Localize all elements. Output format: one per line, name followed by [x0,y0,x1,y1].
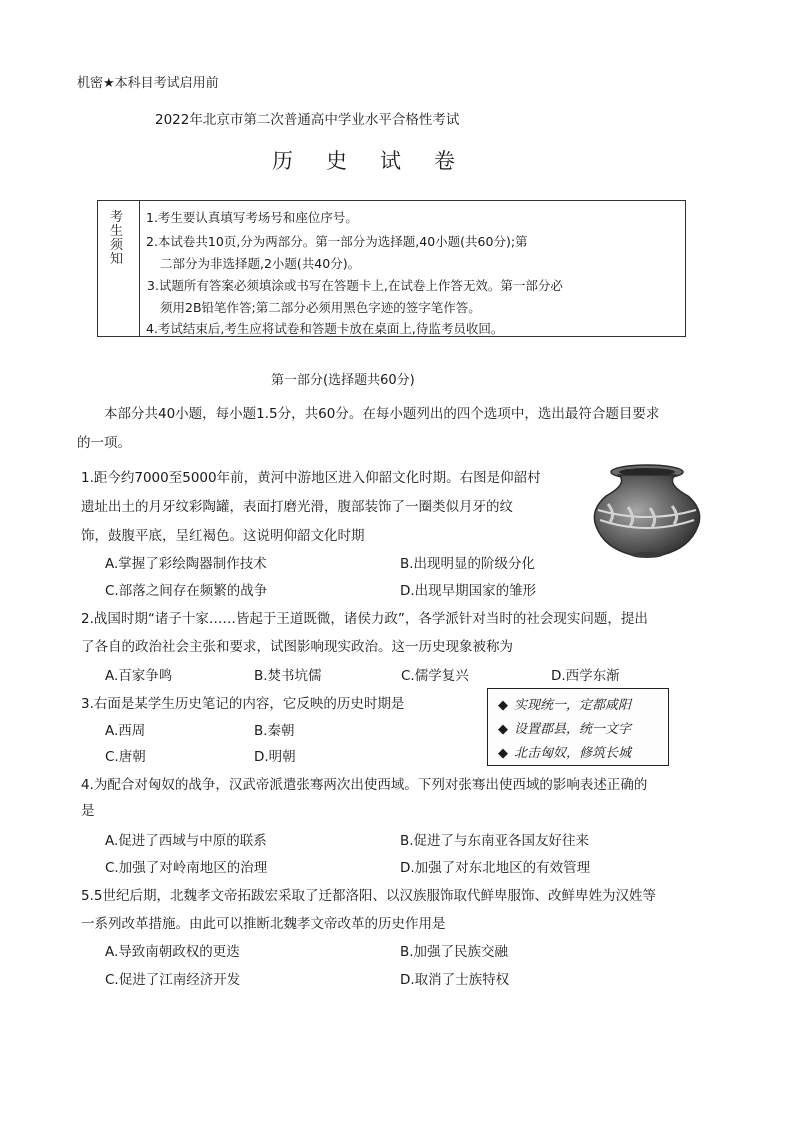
notice-label-char: 须 [110,238,124,253]
question-4-option-d[interactable]: D.加强了对东北地区的有效管理 [400,860,591,876]
question-2-text: 了各自的政治社会主张和要求，试图影响现实政治。这一历史现象被称为 [81,639,513,655]
question-5-text: 5.5世纪后期，北魏孝文帝拓跋宏采取了迁都洛阳、以汉族服饰取代鲜卑服饰、改鲜卑姓为汉姓等 [81,888,656,904]
question-1-option-b[interactable]: B.出现明显的阶级分化 [400,556,536,572]
part1-intro: 的一项。 [77,435,131,451]
notice-item: 3.试题所有答案必须填涂或书写在答题卡上,在试卷上作答无效。第一部分必 [147,278,563,293]
notice-item: 二部分为非选择题,2小题(共40分)。 [160,256,361,271]
subject-title: 历史试卷 [272,149,488,173]
question-3-option-a[interactable]: A.西周 [105,723,146,739]
notice-item: 2.本试卷共10页,分为两部分。第一部分为选择题,40小题(共60分);第 [146,234,528,249]
question-5-option-d[interactable]: D.取消了士族特权 [400,972,510,988]
question-3-text: 3.右面是某学生历史笔记的内容，它反映的历史时期是 [81,696,405,712]
painted-pottery-jar-image [588,462,706,564]
question-4-text: 是 [81,803,95,819]
question-1-text: 遗址出土的月牙纹彩陶罐，表面打磨光滑，腹部装饰了一圈类似月牙的纹 [81,499,513,515]
question-3-option-c[interactable]: C.唐朝 [105,749,146,765]
notice-item: 须用2B铅笔作答;第二部分必须用黑色字迹的签字笔作答。 [160,300,481,315]
notice-item: 4.考试结束后,考生应将试卷和答题卡放在桌面上,待监考员收回。 [146,321,504,336]
note-line: ◆ 实现统一，定都咸阳 [498,698,632,713]
notice-label-char: 考 [110,210,124,225]
question-1-text: 饰，鼓腹平底，呈红褐色。这说明仰韶文化时期 [81,528,365,544]
diamond-bullet-icon: ◆ [498,698,508,713]
diamond-bullet-icon: ◆ [498,746,508,761]
diamond-bullet-icon: ◆ [498,722,508,737]
note-line: ◆ 设置郡县，统一文字 [498,722,632,737]
question-2-option-b[interactable]: B.焚书坑儒 [254,668,322,684]
note-line: ◆ 北击匈奴，修筑长城 [498,746,632,761]
confidential-label: 机密★本科目考试启用前 [77,76,219,91]
notice-label-char: 知 [110,252,124,267]
question-2-text: 2.战国时期“诸子十家……皆起于王道既微，诸侯力政”，各学派针对当时的社会现实问题，提出 [81,611,648,627]
question-1-option-d[interactable]: D.出现早期国家的雏形 [400,583,537,599]
notice-label-cell [98,201,140,336]
question-5-text: 一系列改革措施。由此可以推断北魏孝文帝改革的历史作用是 [81,916,446,932]
question-4-option-b[interactable]: B.促进了与东南亚各国友好往来 [400,833,590,849]
question-1-text: 1.距今约7000至5000年前，黄河中游地区进入仰韶文化时期。右图是仰韶村 [81,470,541,486]
notice-box [97,200,686,337]
notice-label-char: 生 [110,224,124,239]
history-notes-box [487,688,669,766]
question-3-option-b[interactable]: B.秦朝 [254,723,295,739]
question-5-option-a[interactable]: A.导致南朝政权的更迭 [105,944,240,960]
question-4-option-a[interactable]: A.促进了西域与中原的联系 [105,833,267,849]
question-3-option-d[interactable]: D.明朝 [254,749,296,765]
question-1-option-c[interactable]: C.部落之间存在频繁的战争 [105,583,268,599]
part1-title: 第一部分(选择题共60分) [271,373,415,388]
question-1-option-a[interactable]: A.掌握了彩绘陶器制作技术 [105,556,267,572]
question-2-option-a[interactable]: A.百家争鸣 [105,668,173,684]
question-2-option-d[interactable]: D.西学东渐 [551,668,620,684]
question-4-option-c[interactable]: C.加强了对岭南地区的治理 [105,860,268,876]
question-5-option-c[interactable]: C.促进了江南经济开发 [105,972,241,988]
notice-item: 1.考生要认真填写考场号和座位序号。 [146,210,358,225]
question-5-option-b[interactable]: B.加强了民族交融 [400,944,509,960]
question-2-option-c[interactable]: C.儒学复兴 [401,668,469,684]
part1-intro: 本部分共40小题，每小题1.5分，共60分。在每小题列出的四个选项中，选出最符合题目要求 [104,406,660,422]
question-4-text: 4.为配合对匈奴的战争，汉武帝派遣张骞两次出使西域。下列对张骞出使西域的影响表述正确的 [81,777,648,793]
exam-title: 2022年北京市第二次普通高中学业水平合格性考试 [155,112,460,128]
